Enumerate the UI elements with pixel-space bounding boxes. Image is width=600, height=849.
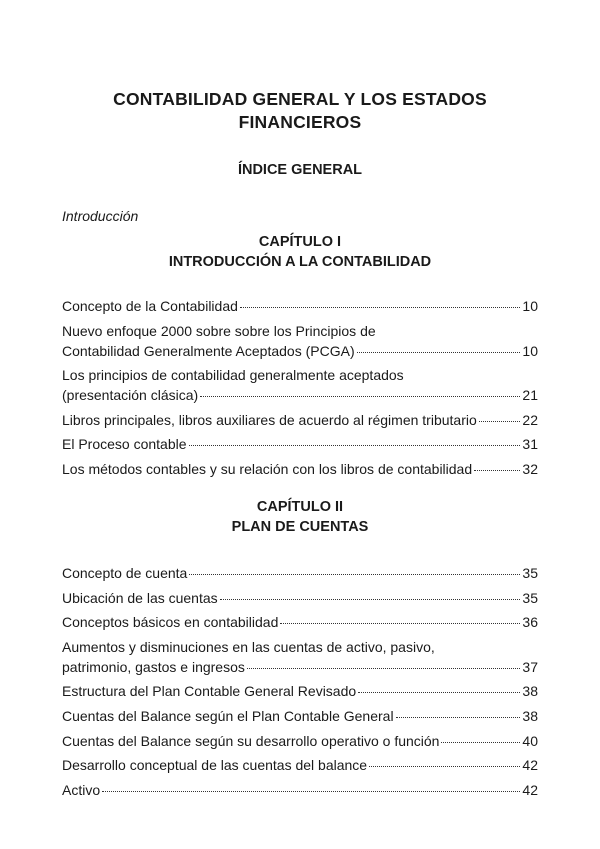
toc-entry: [62, 637, 538, 677]
toc-page-number: 40: [522, 732, 538, 749]
toc-entry-text: patrimonio, gastos e ingresos: [62, 658, 245, 675]
chapter-2-toc: [62, 563, 538, 804]
dot-leader: [200, 396, 520, 397]
toc-entry-text: Cuentas del Balance según el Plan Contable General: [62, 707, 394, 724]
chapter-2-name: PLAN DE CUENTAS: [231, 519, 369, 535]
toc-entry-text: Ubicación de las cuentas: [62, 589, 218, 606]
chapter-2-label: CAPÍTULO II: [256, 499, 344, 515]
toc-entry: [62, 706, 538, 726]
toc-entry-text: Cuentas del Balance según su desarrollo operativo o función: [62, 732, 440, 749]
dot-leader: [479, 421, 521, 422]
toc-entry: [62, 755, 538, 775]
toc-entry-text-line-1: Los principios de contabilidad generalmente aceptados: [62, 367, 404, 384]
chapter-1-name: INTRODUCCIÓN A LA CONTABILIDAD: [168, 254, 432, 270]
dot-leader: [220, 599, 521, 600]
toc-page-number: 42: [522, 757, 538, 774]
dot-leader: [396, 717, 521, 718]
toc-entry-text: Libros principales, libros auxiliares de acuerdo al régimen tributario: [62, 411, 477, 428]
toc-entry: [62, 780, 538, 800]
dot-leader: [474, 470, 520, 471]
dot-leader: [441, 742, 520, 743]
toc-page-number: 38: [522, 707, 538, 724]
dot-leader: [102, 791, 520, 792]
chapter-1-label: CAPÍTULO I: [258, 234, 342, 250]
toc-page-number: 37: [522, 658, 538, 675]
toc-page-number: 10: [522, 342, 538, 359]
toc-entry-text: El Proceso contable: [62, 436, 187, 453]
toc-entry-text: Conceptos básicos en contabilidad: [62, 614, 279, 631]
toc-page-number: 22: [522, 411, 538, 428]
toc-entry-text: (presentación clásica): [62, 387, 199, 404]
chapter-1-heading: [0, 232, 600, 272]
document-title-line-1: CONTABILIDAD GENERAL Y LOS ESTADOS: [113, 89, 487, 109]
toc-entry-text: Estructura del Plan Contable General Revisado: [62, 683, 357, 700]
toc-entry: [62, 321, 538, 361]
document-title-line-2: FINANCIEROS: [238, 112, 362, 132]
toc-entry-text-line-1: Nuevo enfoque 2000 sobre sobre los Principios de: [62, 322, 376, 339]
toc-entry: [62, 681, 538, 701]
toc-page-number: 32: [522, 460, 538, 477]
toc-entry: [62, 434, 538, 454]
toc-entry-text: Concepto de la Contabilidad: [62, 298, 238, 314]
toc-entry-text: Contabilidad Generalmente Aceptados (PCGA): [62, 342, 355, 359]
dot-leader: [358, 692, 520, 693]
toc-entry-text-line-1: Aumentos y disminuciones en las cuentas de activo, pasivo,: [62, 638, 435, 655]
chapter-1-toc: [62, 296, 538, 484]
toc-entry: [62, 365, 538, 405]
dot-leader: [247, 668, 521, 669]
dot-leader: [280, 623, 520, 624]
toc-page-number: 21: [522, 387, 538, 404]
index-title: ÍNDICE GENERAL: [237, 162, 363, 178]
toc-entry: [62, 563, 538, 583]
toc-entry: [62, 588, 538, 608]
toc-page-number: 10: [522, 298, 538, 314]
toc-entry-text: Los métodos contables y su relación con los libros de contabilidad: [62, 460, 473, 477]
chapter-2-heading: [0, 497, 600, 537]
toc-page-number: 35: [522, 565, 538, 581]
toc-entry: [62, 612, 538, 632]
dot-leader: [189, 574, 520, 575]
toc-page-number: 31: [522, 436, 538, 453]
toc-entry: [62, 410, 538, 430]
introduction-entry: Introducción: [62, 208, 139, 224]
dot-leader: [189, 445, 521, 446]
dot-leader: [240, 307, 521, 308]
toc-entry: [62, 731, 538, 751]
dot-leader: [357, 352, 521, 353]
toc-entry: [62, 459, 538, 479]
toc-page-number: 36: [522, 614, 538, 631]
toc-entry-text: Concepto de cuenta: [62, 565, 188, 581]
toc-page-number: 42: [522, 781, 538, 798]
toc-entry-text: Desarrollo conceptual de las cuentas del balance: [62, 757, 368, 774]
toc-page-number: 38: [522, 683, 538, 700]
toc-page-number: 35: [522, 589, 538, 606]
toc-entry-text: Activo: [62, 781, 101, 798]
dot-leader: [369, 766, 520, 767]
toc-entry: [62, 296, 538, 316]
document-title: [60, 88, 540, 134]
